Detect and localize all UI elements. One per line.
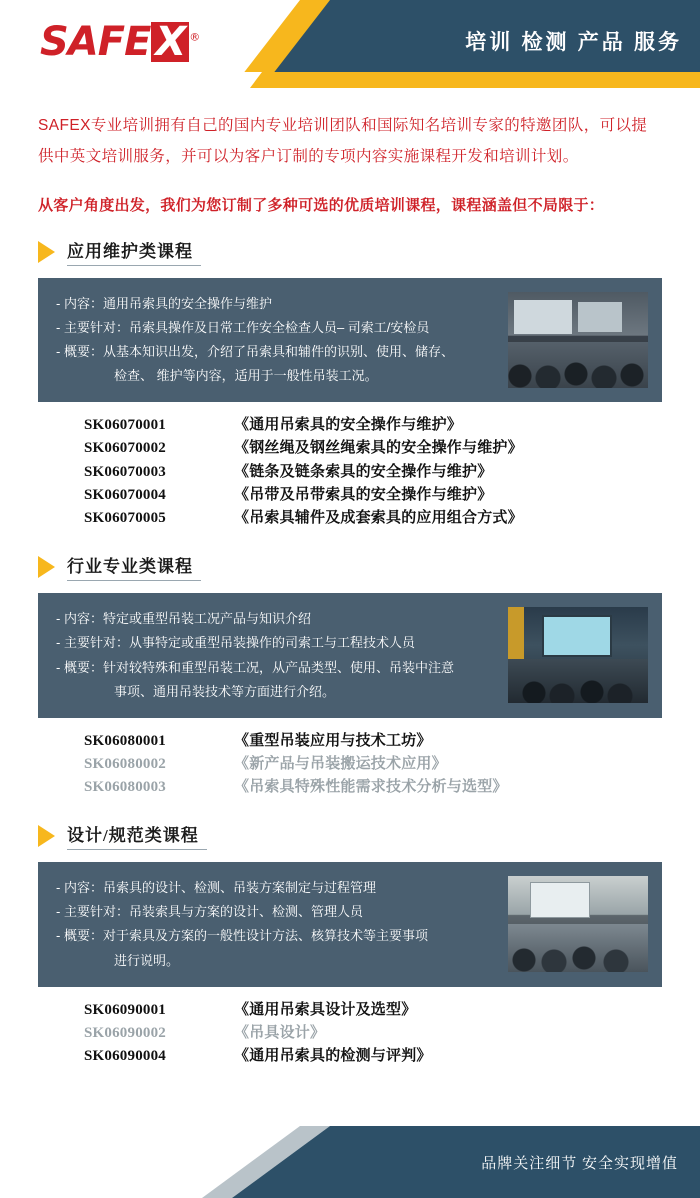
panel-text-3 [56,876,526,972]
page-footer [0,1126,700,1198]
course-item[interactable] [84,1045,700,1068]
section-panel-3 [38,862,662,986]
section-panel-2 [38,593,662,717]
panel-line: 检查、 维护等内容，适用于一般性吊装工况。 [114,368,378,384]
header-nav[interactable]: 培训 检测 产品 服务 [465,30,682,54]
panel-line: - 概要：针对较特殊和重型吊装工况，从产品类型、使用、吊装中注意 [56,659,454,675]
course-code: SK06070001 [84,417,167,434]
course-list-2 [84,730,700,800]
course-name: 《通用吊索具设计及选型》 [234,1001,417,1018]
section-title-3: 设计/规范类课程 [67,821,207,850]
classroom-photo-2 [508,607,648,703]
logo-text: SAFE [40,19,151,65]
course-name: 《通用吊索具的安全操作与维护》 [234,417,463,434]
course-code: SK06070002 [84,440,167,457]
course-item[interactable] [84,730,700,753]
panel-text-2 [56,607,526,703]
classroom-photo-1 [508,292,648,388]
section-heading-1 [38,237,700,266]
panel-line: - 主要针对：吊装索具与方案的设计、检测、管理人员 [56,904,363,920]
page-content [0,88,700,1068]
triangle-bullet-icon [38,241,55,263]
course-list-1 [84,414,700,530]
panel-line: - 内容：特定或重型吊装工况产品与知识介绍 [56,611,311,627]
course-code: SK06080003 [84,779,167,796]
panel-line: - 主要针对：从事特定或重型吊装操作的司索工与工程技术人员 [56,635,415,651]
course-code: SK06070003 [84,463,167,480]
course-item[interactable] [84,753,700,776]
course-name: 《吊索具特殊性能需求技术分析与选型》 [234,779,508,796]
logo-registered-icon: ® [189,30,200,44]
course-code: SK06090002 [84,1024,167,1041]
course-name: 《钢丝绳及钢丝绳索具的安全操作与维护》 [234,440,523,457]
course-item[interactable] [84,776,700,799]
course-name: 《吊具设计》 [234,1024,326,1041]
course-code: SK06070004 [84,486,167,503]
panel-line: - 内容：吊索具的设计、检测、吊装方案制定与过程管理 [56,880,376,896]
intro-highlight: 从客户角度出发，我们为您订制了多种可选的优质培训课程，课程涵盖但不局限于： [38,197,605,214]
course-name: 《通用吊索具的检测与评判》 [234,1048,432,1065]
section-title-1: 应用维护类课程 [67,237,201,266]
course-code: SK06090001 [84,1001,167,1018]
course-name: 《吊索具辅件及成套索具的应用组合方式》 [234,510,523,527]
course-item[interactable] [84,484,700,507]
triangle-bullet-icon [38,825,55,847]
course-code: SK06070005 [84,510,167,527]
classroom-photo-3 [508,876,648,972]
panel-line: - 内容：通用吊索具的安全操作与维护 [56,296,272,311]
course-item[interactable] [84,999,700,1022]
course-item[interactable] [84,461,700,484]
course-name: 《链条及链条索具的安全操作与维护》 [234,463,493,480]
panel-text-1 [56,292,526,388]
safex-logo [40,19,200,65]
section-panel-1 [38,278,662,402]
page-header [0,0,700,88]
panel-line: - 概要：从基本知识出发，介绍了吊索具和辅件的识别、使用、储存、 [56,344,454,360]
course-name: 《重型吊装应用与技术工坊》 [234,732,432,749]
course-item[interactable] [84,414,700,437]
panel-line: 进行说明。 [114,952,180,968]
course-code: SK06080002 [84,755,167,772]
panel-line: - 主要针对：吊索具操作及日常工作安全检查人员– 司索工/安检员 [56,320,430,336]
section-heading-3 [38,821,700,850]
course-code: SK06090004 [84,1048,167,1065]
panel-line: - 概要：对于索具及方案的一般性设计方法、核算技术等主要事项 [56,928,428,944]
course-list-3 [84,999,700,1069]
section-title-2: 行业专业类课程 [67,552,201,581]
triangle-bullet-icon [38,556,55,578]
panel-line: 事项、通用吊装技术等方面进行介绍。 [114,683,336,699]
footer-slogan: 品牌关注细节 安全实现增值 [481,1156,678,1172]
course-item[interactable] [84,1022,700,1045]
course-name: 《新产品与吊装搬运技术应用》 [234,755,447,772]
section-heading-2 [38,552,700,581]
course-item[interactable] [84,507,700,530]
logo-x-mark: X [151,22,189,62]
course-name: 《吊带及吊带索具的安全操作与维护》 [234,486,493,503]
course-code: SK06080001 [84,732,167,749]
intro-paragraph: SAFEX专业培训拥有自己的国内专业培训团队和国际知名培训专家的特邀团队，可以提供中英文培训服务，并可以为客户订制的专项内容实施课程开发和培训计划。 [38,117,648,165]
course-item[interactable] [84,437,700,460]
